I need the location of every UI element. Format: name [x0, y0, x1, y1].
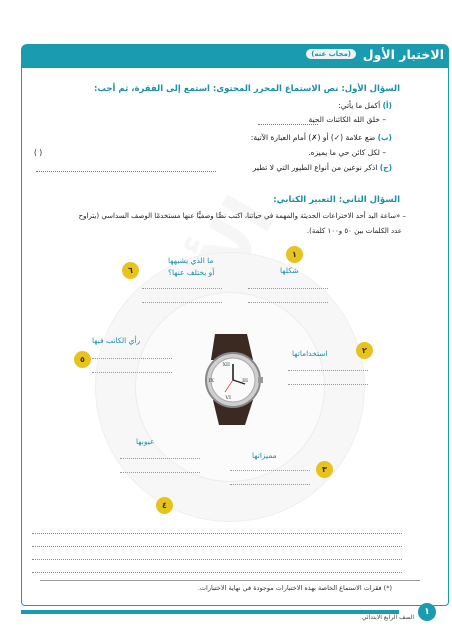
q1-a: [338, 101, 392, 110]
map-answer-line-5b[interactable]: [92, 372, 172, 373]
map-answer-line-1a[interactable]: [248, 288, 328, 289]
map-number-1: ١: [286, 246, 303, 263]
map-answer-line-6b[interactable]: [142, 302, 222, 303]
q2-prompt-line1: – «ساعة اليد أحد الاختراعات الحديثة والمهمة في حياتنا، اكتب نصًّا وصفيًّا عنها مستخدمًا الوصف السداسي (يتراوح: [78, 212, 406, 220]
map-answer-line-6a[interactable]: [142, 288, 222, 289]
q1-b: [251, 133, 392, 142]
q1-a-item: – خلق الله الكائنات الحية: [308, 115, 386, 124]
map-answer-line-3a[interactable]: [230, 470, 310, 471]
map-number-2: ٢: [356, 342, 373, 359]
map-label-disadvantages: عيوبها: [136, 437, 155, 446]
wristwatch-image: [185, 332, 280, 427]
writing-line-3[interactable]: [32, 559, 402, 560]
map-label-shape: شكلها: [280, 266, 299, 275]
svg-text:VI: VI: [225, 395, 231, 401]
footer-bar: [21, 610, 399, 614]
exam-title: الاختبار الأول: [362, 47, 444, 62]
map-label-uses: استخداماتها: [292, 349, 328, 358]
q1-b-label: (ب): [377, 133, 392, 142]
writing-line-2[interactable]: [32, 546, 402, 547]
answered-badge: (مجاب عنه): [306, 49, 356, 59]
writing-line-4[interactable]: [32, 572, 402, 573]
q1-a-text: أكمل ما يأتي:: [338, 101, 381, 110]
q2-title: السؤال الثاني: التعبير الكتابي:: [273, 195, 400, 205]
q1-b-answer-box[interactable]: ( ): [34, 148, 43, 157]
writing-line-1[interactable]: [32, 533, 402, 534]
map-number-4: ٤: [156, 497, 173, 514]
map-answer-line-3b[interactable]: [230, 484, 310, 485]
map-label-different: أو يختلف عنها؟: [168, 268, 215, 277]
q1-c-answer-line[interactable]: [36, 171, 216, 172]
svg-text:IX: IX: [208, 378, 214, 384]
map-label-advantages: مميزاتها: [252, 451, 277, 460]
q1-c-label: (ج): [379, 163, 392, 172]
q1-a-answer-line[interactable]: [258, 124, 318, 125]
map-answer-line-4a[interactable]: [120, 458, 200, 459]
svg-text:III: III: [242, 378, 248, 384]
q2-prompt-line2: عدد الكلمات بين ٥٠ و١٠٠ كلمة).: [306, 227, 402, 235]
map-number-6: ٦: [122, 262, 139, 279]
map-answer-line-2a[interactable]: [288, 370, 368, 371]
q1-a-label: (أ): [382, 101, 392, 110]
mind-map: [40, 232, 420, 532]
map-answer-line-1b[interactable]: [248, 302, 328, 303]
page-number: ١: [418, 603, 436, 621]
q1-title: السؤال الأول: نص الاستماع المحرر المحتوى: استمع إلى الفقرة، ثم أجب:: [94, 84, 400, 94]
q1-c-text: اذكر نوعين من أنواع الطيور التي لا تطير: [252, 163, 378, 172]
map-answer-line-5a[interactable]: [92, 358, 172, 359]
map-label-similar: ما الذي يشبهها: [168, 256, 214, 265]
q1-b-text: ضع علامة (✓) أو (✗) أمام العبارة الآتية:: [250, 133, 376, 142]
footnote: (*) فقرات الاستماع الخاصة بهذه الاختبارات موجودة في نهاية الاختبارات.: [197, 584, 392, 592]
q1-c: [253, 163, 392, 172]
svg-text:XII: XII: [222, 362, 230, 368]
map-number-3: ٣: [316, 461, 333, 478]
q1-b-item: – لكل كائن حي ما يميزه.: [308, 148, 386, 157]
map-number-5: ٥: [74, 351, 91, 368]
map-label-writer-opinion: رأي الكاتب فيها: [92, 336, 141, 345]
map-answer-line-2b[interactable]: [288, 384, 368, 385]
footnote-divider: [40, 580, 420, 581]
grade-label: الصف الرابع الابتدائي: [361, 614, 414, 621]
map-answer-line-4b[interactable]: [120, 472, 200, 473]
